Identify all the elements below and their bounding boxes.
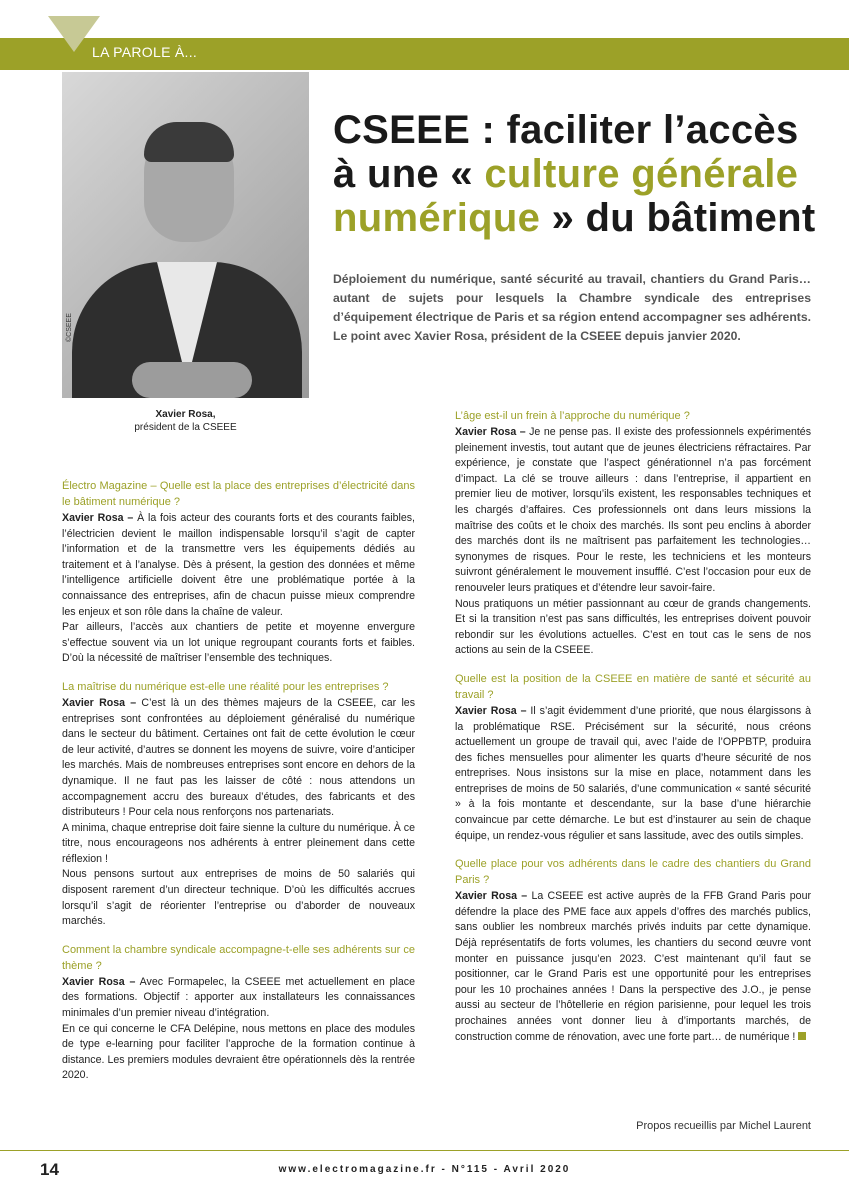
question-heading: Quelle est la position de la CSEEE en matière de santé et sécurité au travail ? [455, 672, 811, 701]
article-title: CSEEE : faciliter l’accès à une « culture générale numérique » du bâtiment [333, 108, 816, 240]
section-label: LA PAROLE À... [92, 44, 198, 60]
answer-paragraph: Xavier Rosa – Il s’agit évidemment d’une priorité, que nous élargissons à la problématique RSE. Précisément sur la sécurité, nous créons actuellement un groupe de travail qui, avec l’aide de l’OPPBTP, produira des fiches mensuelles pour alimenter les quarts d’heure sécurité de nos entreprises. Nous insistons sur la mise en place, notamment dans les entreprises de moins de 50 salariés, d’une communication « santé sécurité » à la fois montante et descendante, sur la base d’une hiérarchie convaincue par cette démarche. Le but est d’instaurer au sein de chaque équipe, un rendez-vous régulier et sans lassitude, avec des outils simples. [455, 704, 811, 842]
photo-caption [62, 408, 309, 434]
answer-paragraph: En ce qui concerne le CFA Delépine, nous mettons en place des modules de type e-learning pour faciliter l’approche de la formation continue à distance. Les premiers modules devraient être opérationnels dès la rentrée 2020. [62, 1022, 415, 1082]
answer-paragraph: A minima, chaque entreprise doit faire sienne la culture du numérique. À ce titre, nous encourageons nos adhérents à entrer pleinement dans cette réflexion ! [62, 821, 415, 865]
answer-paragraph: Xavier Rosa – À la fois acteur des courants forts et des courants faibles, l’électricien devient le maillon indispensable lorsqu’il s’agit de capter l’information et de la transmettre vers les équipements dédiés au traitement et à l’analyse. Dès à présent, la gestion des données et même l’intelligence artificielle doivent être une problématique portée à la connaissance des entreprises, afin de chacun puisse mieux comprendre les enjeux et son rôle dans la chaîne de valeur. [62, 512, 416, 618]
end-of-article-square-icon [798, 1032, 806, 1040]
question-heading: La maîtrise du numérique est-elle une réalité pour les entreprises ? [62, 680, 389, 693]
answer-paragraph: Xavier Rosa – Je ne pense pas. Il existe des professionnels expérimentés pleinement investis, tout autant que de jeunes électriciens réfractaires. Par expérience, je constate que l’aspect générationnel n’a pas forcément d’impact. La clé se trouve ailleurs : dans l’entreprise, il appartient en premier lieu de motiver, lorsqu’ils existent, les responsables techniques et les chargés d’affaires. Ces professionnels ont dans leurs missions la maîtrise des coûts et le choix des marchés. Ils sont peu enclins à aborder des marchés dont ils ne maîtrisent pas parfaitement les technologies… synonymes de risques. Pour le reste, les techniciens et les monteurs suivront généralement le mouvement insufflé. C’est l’occasion pour eux de renouveler leurs pratiques et d’étendre leur savoir-faire. [455, 426, 811, 594]
portrait-photo [62, 72, 309, 398]
answer-paragraph: Xavier Rosa – Avec Formapelec, la CSEEE met actuellement en place des formations. Objectif : apporter aux installateurs les connaissances minimales d’un premier niveau d’intégration. [62, 975, 415, 1020]
question-heading: Comment la chambre syndicale accompagne-t-elle ses adhérents sur ce thème ? [62, 943, 415, 972]
page-number: 14 [40, 1160, 59, 1179]
photo-credit: ©CSEEE [66, 313, 73, 342]
footer-divider [0, 1150, 849, 1151]
footer-publication-info: www.electromagazine.fr - N°115 - Avril 2020 [278, 1164, 571, 1175]
answer-paragraph: Xavier Rosa – La CSEEE est active auprès de la FFB Grand Paris pour défendre la place des PME face aux appels d’offres des marchés publics, sans oublier les nombreux marchés privés induits par cette dynamique. Déjà représentatifs de forts volumes, les chantiers du second œuvre vont monter en puissance jusqu’en 2023. C’est maintenant qu’il faut se positionner, car le Grand Paris est une opportunité pour les entreprises pour les 10 prochaines années ! Dans la perspective des J.O., je pense aussi au secteur de l’hôtellerie en région parisienne, pour lequel les trois prochaines années vont donner lieu à d’importants marchés, de construction comme de rénovation, avec une forte part… de numérique ! [455, 890, 811, 1043]
answer-paragraph: Xavier Rosa – C’est là un des thèmes majeurs de la CSEEE, car les entreprises sont confrontées au déploiement généralisé du numérique dans le secteur du bâtiment. Certaines ont fait de cette évolution le cœur de leur activité, d’autres se donnent les moyens de suivre, voire d’anticiper les marchés. Mais de nombreuses entreprises sont encore en dehors de la dynamique. Il ne faut pas les laisser de côté : nous attendons un accompagnement accru des bureaux d’études, des fabricants et des distributeurs ! Pour cela nous renforçons nos partenariats. [62, 696, 415, 819]
caption-name: Xavier Rosa, [155, 409, 216, 420]
answer-paragraph: Nous pratiquons un métier passionnant au cœur de grands changements. Et si la transition n’est pas sans difficultés, les entreprises doivent pouvoir rebondir sur les évolutions actuelles. C’est en tout cas le sens de nos actions au sein de la CSEEE. [455, 597, 811, 657]
interview-signature: Propos recueillis par Michel Laurent [636, 1120, 811, 1132]
article-column-right [455, 408, 811, 1045]
article-column-left [62, 478, 415, 1084]
question-heading: Quelle place pour vos adhérents dans le cadre des chantiers du Grand Paris ? [455, 858, 811, 887]
question-heading: Électro Magazine – Quelle est la place des entreprises d’électricité dans le bâtiment numérique ? [62, 480, 415, 508]
answer-paragraph: Nous pensons surtout aux entreprises de moins de 50 salariés qui disposent rarement d’un directeur technique. D’où les difficultés accrues lorsqu’il s’agit de réorienter l’entreprise ou d’aborder de nouveaux marchés. [62, 868, 415, 928]
answer-paragraph: Par ailleurs, l’accès aux chantiers de petite et moyenne envergure s’effectue souvent via un lot unique regroupant courants forts et faibles. D’où la nécessité de maîtriser l’ensemble des techniques. [62, 621, 415, 665]
article-intro: Déploiement du numérique, santé sécurité au travail, chantiers du Grand Paris… autant de sujets pour lesquels la Chambre syndicale des entreprises d’équipement électrique de Paris et sa région entend accompagner ses adhérents. Le point avec Xavier Rosa, président de la CSEEE depuis janvier 2020. [333, 272, 811, 343]
question-heading: L’âge est-il un frein à l’approche du numérique ? [455, 410, 690, 422]
caption-role: président de la CSEEE [134, 422, 237, 433]
